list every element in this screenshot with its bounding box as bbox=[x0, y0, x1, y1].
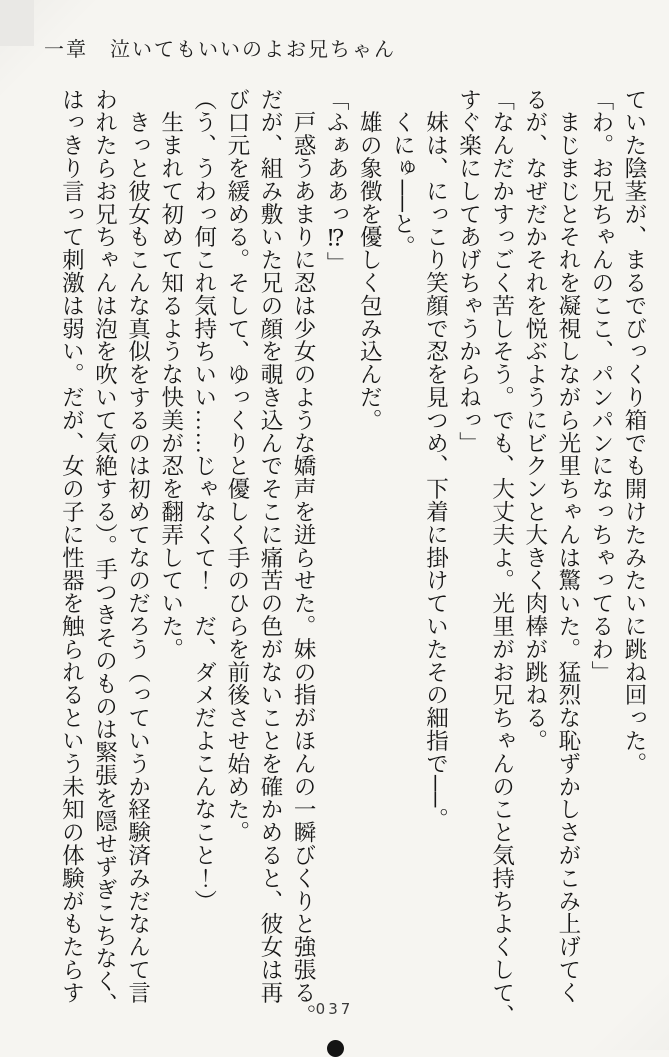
text-line: 「なんだかすっごく苦しそう。でも、大丈夫よ。光里がお兄ちゃんのこと気持ちよくして、 bbox=[489, 88, 515, 1027]
text-line: すぐ楽にしてあげちゃうからねっ」 bbox=[456, 88, 482, 455]
chapter-header: 一章 泣いてもいいのよお兄ちゃん bbox=[44, 39, 396, 61]
text-line: るが、なぜだかそれを悦ぶようにビクンと大きく肉棒が跳ねる。 bbox=[522, 88, 548, 753]
text-line: だが、組み敷いた兄の顔を覗き込んでそこに痛苦の色がないことを確かめると、彼女は再 bbox=[257, 88, 283, 1004]
text-line: われたらお兄ちゃんは泡を吹いて気絶する）。手つきそのものは緊張を隠せずぎこちなく、 bbox=[92, 88, 118, 1016]
text-line: はっきり言って刺激は弱い。だが、女の子に性器を触られるという未知の体験がもたらす bbox=[59, 88, 85, 1004]
text-line: くにゅ──と。 bbox=[390, 88, 416, 259]
text-line: ていた陰茎が、まるでびっくり箱でも開けたみたいに跳ね回った。 bbox=[622, 88, 647, 775]
page-number: 037 bbox=[315, 1000, 354, 1018]
text-line: まじまじとそれを凝視しながら光里ちゃんは驚いた。猛烈な恥ずかしさがこみ上げてく bbox=[555, 88, 581, 1004]
body-text bbox=[55, 88, 651, 1027]
text-line: 妹は、にっこり笑顔で忍を見つめ、下着に掛けていたその細指で──。 bbox=[423, 88, 449, 831]
text-line: （う、うわっ何これ気持ちいい……じゃなくて！ だ、ダメだよこんなこと！） bbox=[191, 88, 217, 913]
text-line: 雄の象徴を優しく包み込んだ。 bbox=[357, 88, 383, 432]
text-line: 「ふぁああっ⁉」 bbox=[324, 88, 350, 275]
text-line: 生まれて初めて知るような快美が忍を翻弄していた。 bbox=[158, 88, 184, 661]
binding-dot bbox=[327, 1040, 344, 1057]
scan-artifact bbox=[0, 0, 34, 46]
text-line: きっと彼女もこんな真似をするのは初めてなのだろう（っていうか経験済みだなんて言 bbox=[125, 88, 151, 1004]
text-line: 戸惑うあまりに忍は少女のような嬌声を迸らせた。妹の指がほんの一瞬びくりと強張る。 bbox=[291, 88, 317, 1027]
text-line: び口元を緩める。そして、ゆっくりと優しく手のひらを前後させ始めた。 bbox=[224, 88, 250, 844]
text-line: 「わ。お兄ちゃんのここ、パンパンになっちゃってるわ」 bbox=[588, 88, 614, 684]
